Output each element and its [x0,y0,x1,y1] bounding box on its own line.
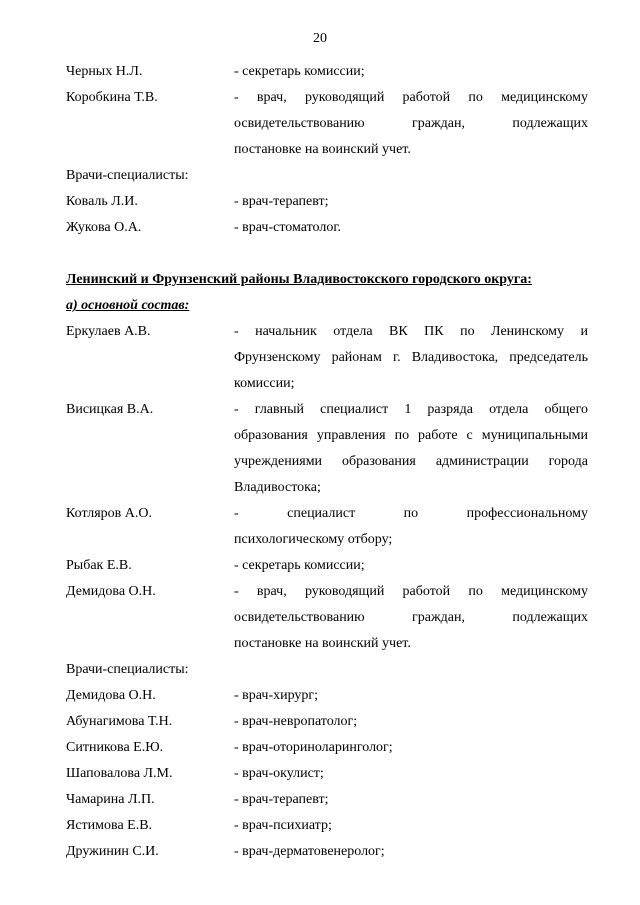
specialist-row [66,683,588,709]
specialist-role [234,709,588,735]
specialist-role [234,215,588,241]
member-row [66,397,588,501]
role-line: - врач-окулист; [234,766,324,781]
specialist-name: Демидова О.Н. [66,688,156,703]
member-role [234,85,588,163]
specialist-name: Шаповалова Л.М. [66,766,173,781]
subsection-title: а) основной состав: [66,298,190,313]
member-role [234,397,588,501]
member-name: Демидова О.Н. [66,584,156,599]
role-line: - врач, руководящий работой по медицинскому [234,584,588,599]
specialist-row [66,215,588,241]
section-title: Ленинский и Фрунзенский районы Владивостокского городского округа: [66,272,532,287]
specialist-row [66,839,588,865]
specialists-label: Врачи-специалисты: [66,662,189,677]
specialist-role [234,683,588,709]
role-line: освидетельствованию граждан, подлежащих [234,610,588,625]
specialist-name: Чамарина Л.П. [66,792,155,807]
specialist-row [66,761,588,787]
role-line: учреждениями образования администрации города [234,454,588,469]
specialist-row [66,189,588,215]
specialist-name: Жукова О.А. [66,220,142,235]
role-line: - врач-психиатр; [234,818,332,833]
member-name: Котляров А.О. [66,506,152,521]
member-row [66,59,588,85]
member-role [234,59,588,85]
member-name: Висицкая В.А. [66,402,154,417]
specialist-role [234,189,588,215]
specialist-name: Ястимова Е.В. [66,818,153,833]
specialist-role [234,839,588,865]
member-row [66,85,588,163]
document-body [66,59,588,865]
specialist-name: Дружинин С.И. [66,844,159,859]
role-line: Фрунзенскому районам г. Владивостока, председатель [234,350,588,365]
member-role [234,553,588,579]
role-line: комиссии; [234,376,295,391]
member-role [234,579,588,657]
specialist-row [66,813,588,839]
member-role [234,319,588,397]
role-line: - начальник отдела ВК ПК по Ленинскому и [234,324,588,339]
member-role [234,501,588,553]
section-spacer [66,241,588,267]
role-line: - главный специалист 1 разряда отдела общего [234,402,588,417]
role-line: - специалист по профессиональному [234,506,588,521]
member-name: Коробкина Т.В. [66,90,158,105]
role-line: - врач-дерматовенеролог; [234,844,385,859]
role-line: - врач-невропатолог; [234,714,358,729]
member-name: Рыбак Е.В. [66,558,132,573]
specialist-role [234,761,588,787]
specialist-name: Коваль Л.И. [66,194,138,209]
role-line: - врач-терапевт; [234,792,329,807]
member-name: Черных Н.Л. [66,64,143,79]
specialists-label: Врачи-специалисты: [66,168,189,183]
role-line: - врач-терапевт; [234,194,329,209]
member-row [66,319,588,397]
member-row [66,501,588,553]
role-line: Владивостока; [234,480,321,495]
role-line: - врач, руководящий работой по медицинскому [234,90,588,105]
specialist-row [66,735,588,761]
role-line: - секретарь комиссии; [234,64,365,79]
role-line: - врач-стоматолог. [234,220,342,235]
role-line: - врач-оториноларинголог; [234,740,393,755]
role-line: - врач-хирург; [234,688,319,703]
member-name: Еркулаев А.В. [66,324,151,339]
page-number: 20 [313,31,327,46]
specialist-name: Абунагимова Т.Н. [66,714,173,729]
role-line: - секретарь комиссии; [234,558,365,573]
role-line: освидетельствованию граждан, подлежащих [234,116,588,131]
member-row [66,553,588,579]
role-line: постановке на воинский учет. [234,636,411,651]
specialist-role [234,787,588,813]
role-line: психологическому отбору; [234,532,393,547]
role-line: образования управления по работе с муниципальными [234,428,588,443]
specialist-role [234,735,588,761]
role-line: постановке на воинский учет. [234,142,411,157]
specialist-role [234,813,588,839]
specialist-row [66,787,588,813]
member-row [66,579,588,657]
specialist-row [66,709,588,735]
specialist-name: Ситникова Е.Ю. [66,740,164,755]
